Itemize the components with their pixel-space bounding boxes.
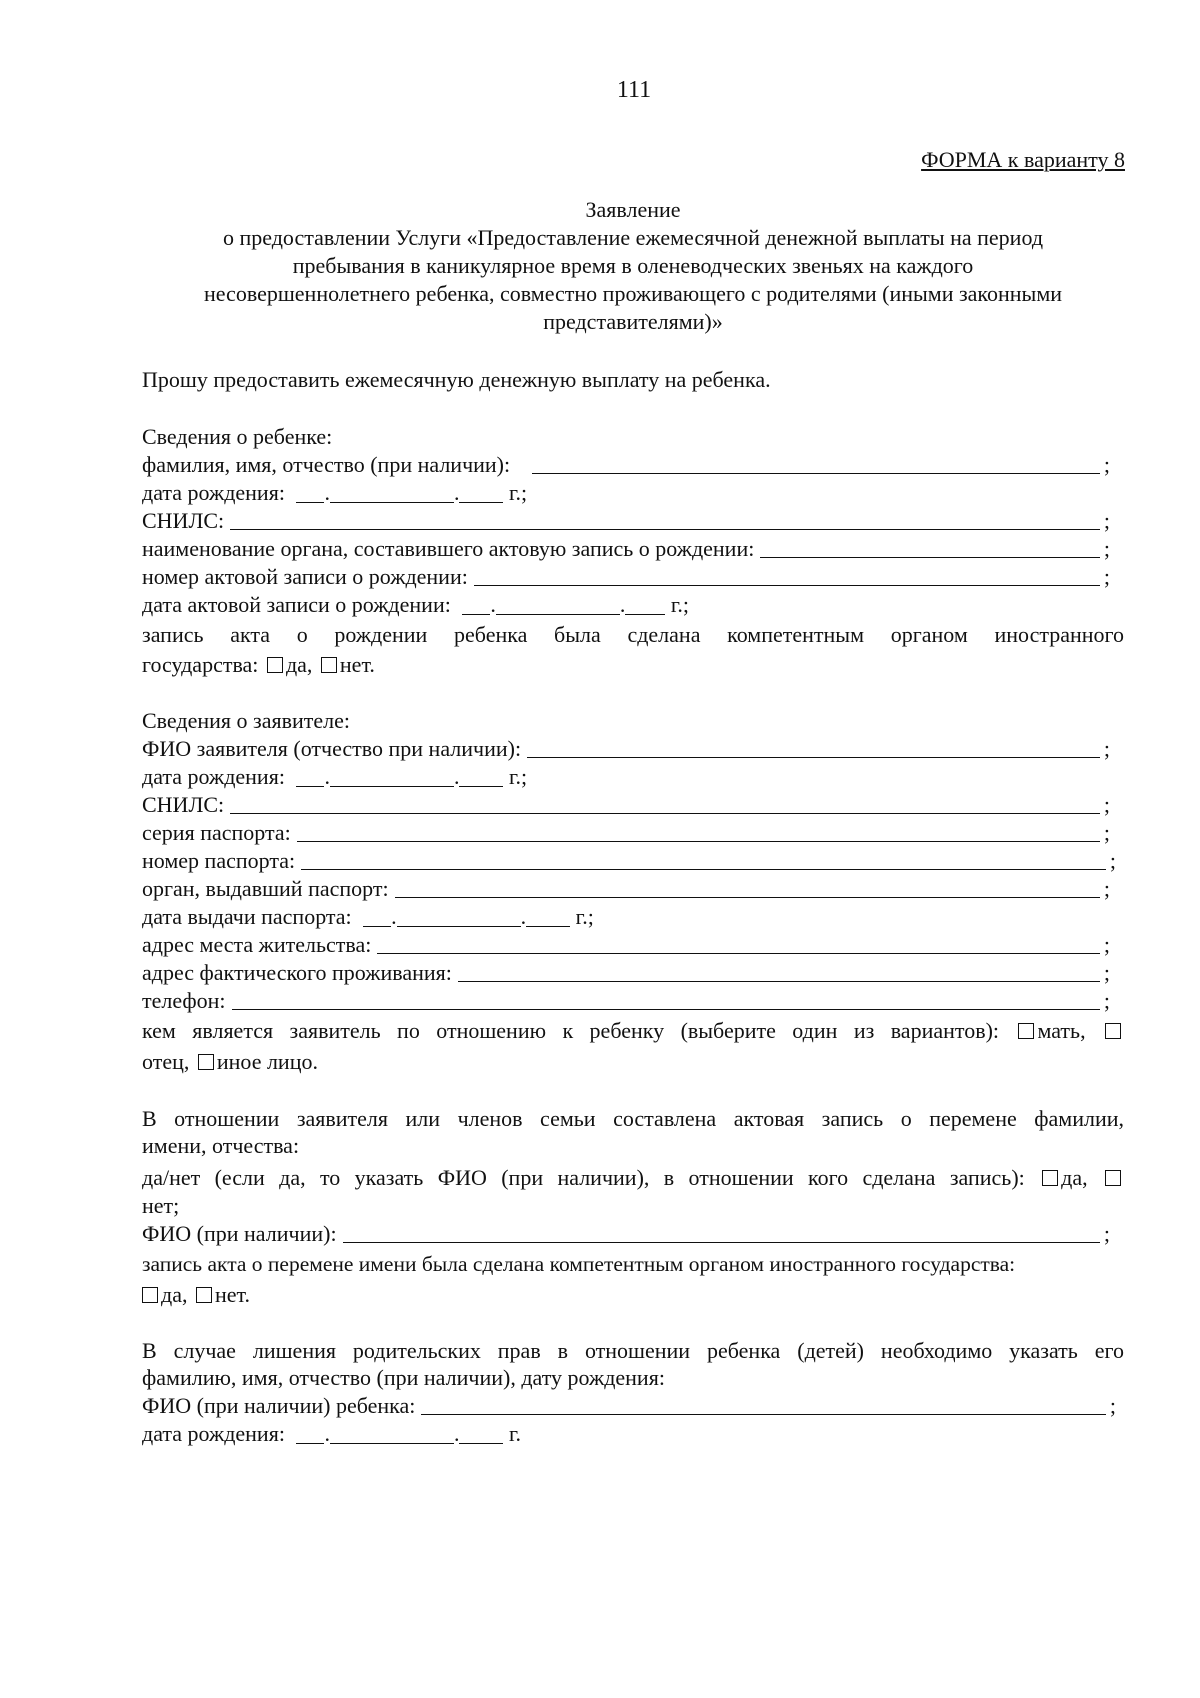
title-line: о предоставлении Услуги «Предоставление ежемесячной денежной выплаты на период — [222, 225, 1044, 250]
semicolon: ; — [1103, 736, 1110, 761]
deprivation-month-field[interactable] — [330, 1425, 454, 1444]
relation-line1 — [142, 1017, 1124, 1045]
applicant-fio-row — [142, 735, 1110, 763]
option-other-label: иное лицо. — [216, 1049, 318, 1074]
dot: . — [324, 480, 330, 505]
deprivation-birth-label: дата рождения: — [142, 1421, 285, 1446]
option-mother-label: мать, — [1037, 1018, 1086, 1043]
child-heading: Сведения о ребенке: — [142, 424, 333, 449]
child-record-year-field[interactable] — [625, 596, 665, 615]
child-fio-field[interactable] — [532, 453, 1100, 474]
option-yes-label: да, — [161, 1282, 188, 1307]
name-change-fio-row — [142, 1220, 1110, 1248]
deprivation-birth-row — [142, 1420, 521, 1448]
dot: . — [453, 1421, 460, 1446]
semicolon: ; — [1103, 792, 1110, 817]
deprivation-line1: В случае лишения родительских прав в отношении ребенка (детей) необходимо указать его — [142, 1338, 1124, 1363]
deprivation-fio-label: ФИО (при наличии) ребенка: — [142, 1393, 416, 1418]
child-record-number-field[interactable] — [474, 565, 1100, 586]
checkbox-no[interactable] — [1105, 1170, 1121, 1186]
semicolon: ; — [1103, 1221, 1110, 1246]
applicant-fio-field[interactable] — [527, 737, 1100, 758]
semicolon: ; — [1103, 564, 1110, 589]
year-suffix: г. — [508, 1421, 521, 1446]
applicant-birth-row — [142, 763, 527, 791]
semicolon: ; — [1109, 848, 1116, 873]
name-change-fio-label: ФИО (при наличии): — [142, 1221, 337, 1246]
relation-text: кем является заявитель по отношению к ребенку (выберите один из вариантов): — [142, 1018, 1000, 1043]
actual-address-row — [142, 959, 1110, 987]
deprivation-day-field[interactable] — [296, 1425, 324, 1444]
relation-line2 — [142, 1048, 318, 1076]
child-snils-label: СНИЛС: — [142, 508, 225, 533]
child-foreign-prefix: государства: — [142, 652, 259, 677]
applicant-snils-label: СНИЛС: — [142, 792, 225, 817]
name-change-line2: имени, отчества: — [142, 1133, 300, 1158]
deprivation-fio-field[interactable] — [421, 1394, 1105, 1415]
deprivation-line2: фамилию, имя, отчество (при наличии), дату рождения: — [142, 1365, 665, 1390]
option-father-label: отец, — [142, 1049, 190, 1074]
semicolon: ; — [1103, 536, 1110, 561]
passport-series-row — [142, 819, 1110, 847]
child-record-date-row — [142, 591, 689, 619]
child-record-date-label: дата актовой записи о рождении: — [142, 592, 451, 617]
dot: . — [520, 904, 527, 929]
passport-issuer-field[interactable] — [395, 877, 1100, 898]
name-change-line3 — [142, 1164, 1124, 1192]
passport-issuer-row — [142, 875, 1110, 903]
child-snils-row — [142, 507, 1110, 535]
title-line: Заявление — [585, 197, 681, 222]
name-change-question: да/нет (если да, то указать ФИО (при наличии), в отношении кого сделана запись): — [142, 1165, 1025, 1190]
passport-number-row — [142, 847, 1116, 875]
passport-series-field[interactable] — [297, 821, 1100, 842]
checkbox-father[interactable] — [1105, 1023, 1121, 1039]
title-line: представителями)» — [543, 309, 723, 334]
passport-number-label: номер паспорта: — [142, 848, 296, 873]
dot: . — [490, 592, 496, 617]
passport-number-field[interactable] — [301, 849, 1106, 870]
child-fio-label: фамилия, имя, отчество (при наличии): — [142, 452, 511, 477]
deprivation-year-field[interactable] — [459, 1425, 503, 1444]
child-organ-row — [142, 535, 1110, 563]
phone-row — [142, 987, 1110, 1015]
applicant-fio-label: ФИО заявителя (отчество при наличии): — [142, 736, 522, 761]
residence-field[interactable] — [377, 933, 1099, 954]
dot: . — [391, 904, 397, 929]
year-suffix: г.; — [575, 904, 594, 929]
dot: . — [453, 764, 460, 789]
deprivation-fio-row — [142, 1392, 1116, 1420]
option-yes-label: да, — [1061, 1165, 1088, 1190]
year-suffix: г.; — [508, 480, 528, 505]
checkbox-yes[interactable] — [267, 657, 283, 673]
child-snils-field[interactable] — [230, 509, 1100, 530]
child-record-day-field[interactable] — [462, 596, 490, 615]
checkbox-yes[interactable] — [1042, 1170, 1058, 1186]
child-birth-label: дата рождения: — [142, 480, 285, 505]
semicolon: ; — [1103, 876, 1110, 901]
passport-month-field[interactable] — [397, 908, 521, 927]
child-organ-field[interactable] — [760, 537, 1100, 558]
passport-day-field[interactable] — [363, 908, 391, 927]
dot: . — [619, 592, 626, 617]
dot: . — [324, 764, 330, 789]
applicant-heading: Сведения о заявителе: — [142, 708, 351, 733]
child-foreign-line2 — [142, 651, 375, 679]
semicolon: ; — [1103, 452, 1110, 477]
dot: . — [453, 480, 460, 505]
checkbox-other[interactable] — [198, 1054, 214, 1070]
child-record-number-row — [142, 563, 1110, 591]
document-title — [142, 196, 1124, 336]
option-no-label: нет. — [339, 652, 375, 677]
semicolon: ; — [1103, 820, 1110, 845]
residence-row — [142, 931, 1110, 959]
passport-date-row — [142, 903, 594, 931]
option-yes-label: да, — [285, 652, 313, 677]
year-suffix: г.; — [670, 592, 689, 617]
child-record-number-label: номер актовой записи о рождении: — [142, 564, 468, 589]
passport-issuer-label: орган, выдавший паспорт: — [142, 876, 389, 901]
child-record-month-field[interactable] — [496, 596, 620, 615]
page-number: 111 — [616, 77, 652, 103]
child-organ-label: наименование органа, составившего актовую запись о рождении: — [142, 536, 755, 561]
name-change-fio-field[interactable] — [343, 1222, 1100, 1243]
passport-year-field[interactable] — [526, 908, 570, 927]
applicant-birth-year-field[interactable] — [459, 768, 503, 787]
checkbox-no[interactable] — [196, 1287, 212, 1303]
child-birth-month-field[interactable] — [330, 484, 454, 503]
semicolon: ; — [1103, 932, 1110, 957]
intro-text: Прошу предоставить ежемесячную денежную выплату на ребенка. — [142, 367, 771, 392]
semicolon: ; — [1103, 508, 1110, 533]
year-suffix: г.; — [508, 764, 528, 789]
form-label: ФОРМА к варианту 8 — [921, 147, 1125, 172]
option-no-label: нет. — [214, 1282, 250, 1307]
option-no-label: нет; — [142, 1193, 180, 1218]
phone-label: телефон: — [142, 988, 226, 1013]
checkbox-mother[interactable] — [1018, 1023, 1034, 1039]
semicolon: ; — [1103, 960, 1110, 985]
applicant-birth-month-field[interactable] — [330, 768, 454, 787]
semicolon: ; — [1103, 988, 1110, 1013]
child-birth-year-field[interactable] — [459, 484, 503, 503]
title-line: пребывания в каникулярное время в оленеводческих звеньях на каждого — [292, 253, 974, 278]
applicant-snils-field[interactable] — [230, 793, 1100, 814]
passport-series-label: серия паспорта: — [142, 820, 291, 845]
semicolon: ; — [1109, 1393, 1116, 1418]
residence-label: адрес места жительства: — [142, 932, 372, 957]
child-fio-row — [142, 451, 1110, 479]
child-birth-row — [142, 479, 527, 507]
name-change-line1: В отношении заявителя или членов семьи составлена актовая запись о перемене фамилии, — [142, 1106, 1124, 1131]
name-change-foreign-options — [142, 1281, 250, 1309]
applicant-birth-label: дата рождения: — [142, 764, 285, 789]
name-change-foreign-line: запись акта о перемене имени была сделана компетентным органом иностранного государства: — [142, 1252, 1016, 1276]
passport-date-label: дата выдачи паспорта: — [142, 904, 352, 929]
actual-address-field[interactable] — [458, 961, 1100, 982]
title-line: несовершеннолетнего ребенка, совместно проживающего с родителями (иными законными — [203, 281, 1063, 306]
applicant-birth-day-field[interactable] — [296, 768, 324, 787]
checkbox-yes[interactable] — [142, 1287, 158, 1303]
child-foreign-line1: запись акта о рождении ребенка была сделана компетентным органом иностранного — [142, 622, 1124, 647]
actual-address-label: адрес фактического проживания: — [142, 960, 452, 985]
phone-field[interactable] — [232, 989, 1100, 1010]
child-birth-day-field[interactable] — [296, 484, 324, 503]
checkbox-no[interactable] — [321, 657, 337, 673]
applicant-snils-row — [142, 791, 1110, 819]
dot: . — [324, 1421, 330, 1446]
